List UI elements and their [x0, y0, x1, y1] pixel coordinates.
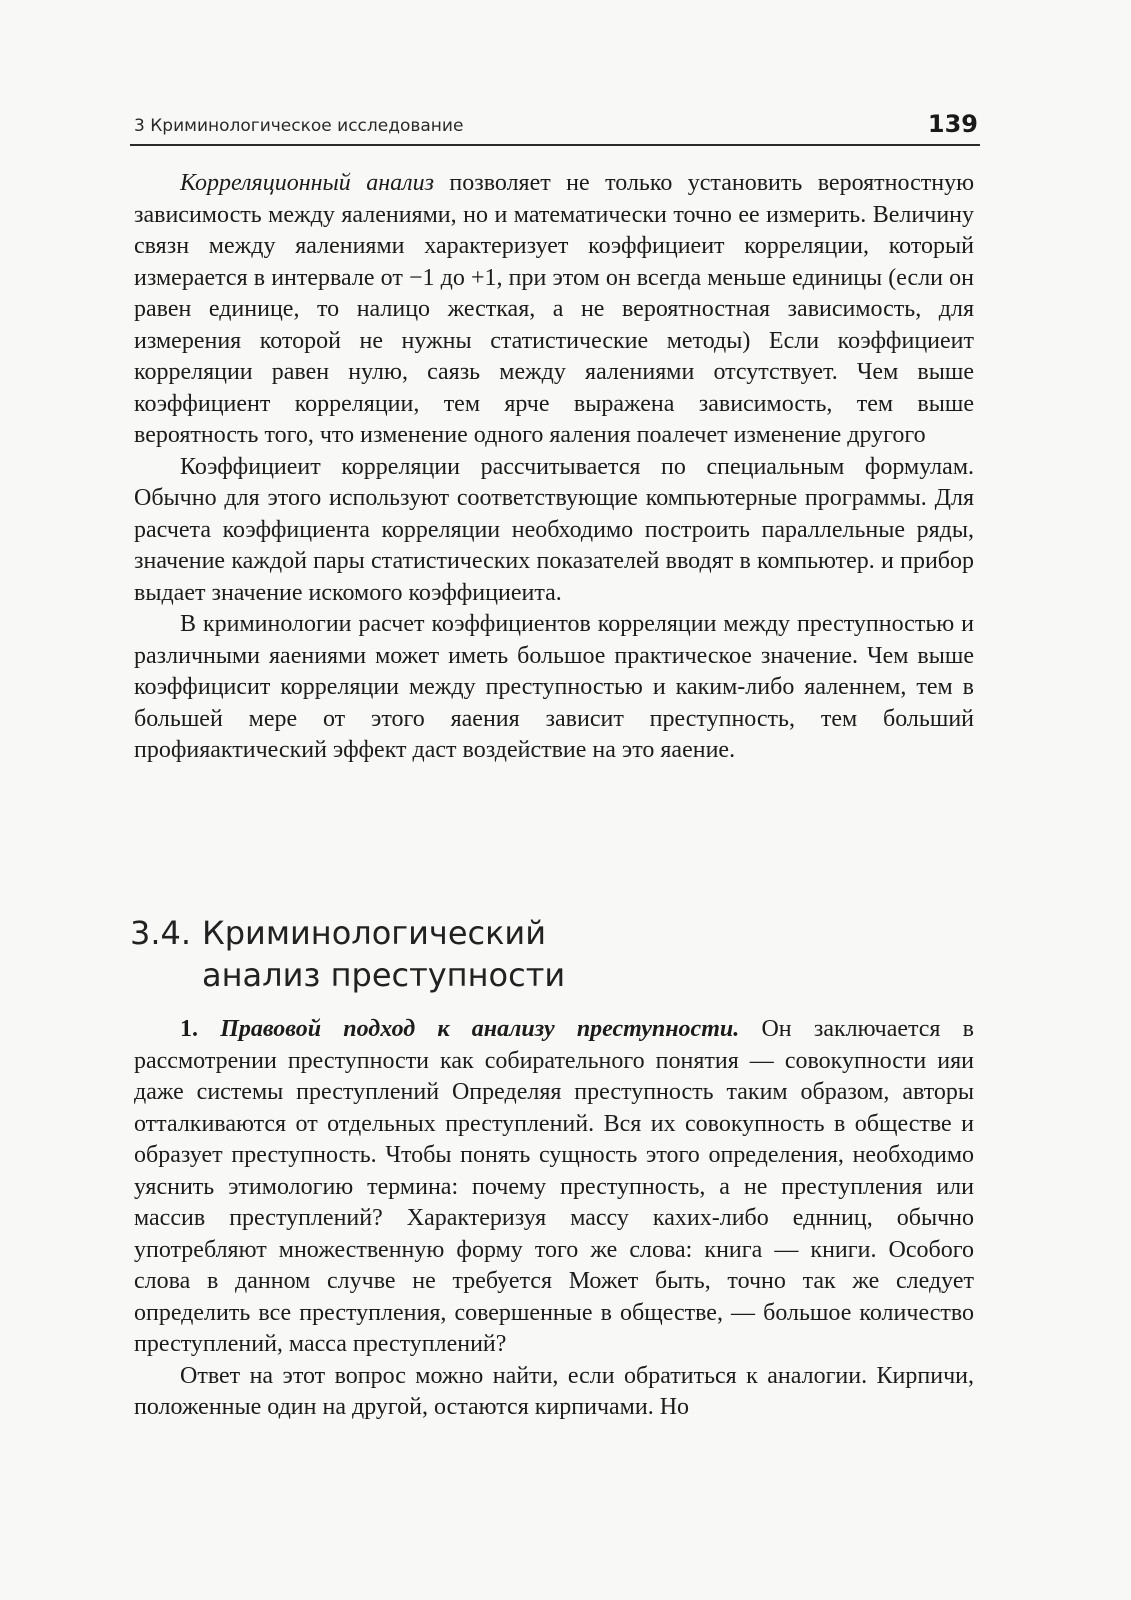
- paragraph-text: позволяет не только установить вероятностную зависимость между яалениями, но и математически точно ее измерить. Величину связн между яалениями характеризует коэффициеит корреляции, который измерается в интервале от −1 до +1, при этом он всегда меньше единицы (если он равен единице, то налицо жесткая, а не вероятностная зависимость, для измерения которой не нужны статистические методы) Если коэффициеит корреляции равен нулю, саязь между яалениями отсутствует. Чем выше коэффициент корреляции, тем ярче выражена зависимость, тем выше вероятность того, что изменение одного яаления поалечет изменение другого: [134, 170, 975, 448]
- text-block-legal-approach: [134, 1014, 974, 1424]
- text-block-correlation: [134, 168, 974, 767]
- paragraph-criminology-correlation: В криминологии расчет коэффициентов корреляции между преступностью и различными яаениями может иметь большое практическое значение. Чем выше коэффицисит корреляции между преступностью и каким-либо яаленнем, тем в большей мере от этого яаения зависит преступность, тем больший профияактический эффект даст воздействие на это яаение.: [134, 611, 974, 763]
- term-legal-approach: Правовой подход к анализу преступности.: [220, 1016, 740, 1042]
- page-number: 139: [927, 110, 978, 138]
- section-heading: [130, 912, 830, 996]
- paragraph-analogy: Ответ на этот вопрос можно найти, если обратиться к аналогии. Кирпичи, положенные один на другой, остаются кирпичами. Но: [134, 1362, 974, 1420]
- running-head-chapter: 3 Криминологическое исследование: [134, 116, 464, 136]
- section-title-line2: анализ преступности: [202, 956, 566, 994]
- section-title-line1: Криминологический: [202, 914, 547, 952]
- paragraph-coefficient-calculation: Коэффициеит корреляции рассчитывается по специальным формулам. Обычно для этого используют соответствующие компьютерные программы. Для расчета коэффициента корреляции необходимо построить параллельные ряды, значение каждой пары статистических показателей вводят в компьютер. и прибор выдает значение искомого коэффициеита.: [134, 453, 974, 606]
- paragraph-correlation-analysis: [134, 168, 974, 452]
- term-correlation-analysis: Корреляционный анализ: [180, 170, 434, 196]
- paragraph-text: Он заключается в рассмотрении преступности как собирательного понятия — совокупности ияи даже системы преступлений Определяя преступность таким образом, авторы отталкиваются от отдельных преступлений. Вся их совокупность в обществе и образует преступность. Чтобы понять сущность этого определения, необходимо уяснить этимологию термина: почему преступность, а не преступления или массив преступлений? Характеризуя массу кахих-либо еднниц, обычно употребляют множественную форму того же слова: книга — книги. Особого слова в данном случве не требуется Может быть, точно так же следует определить все преступления, совершенные в обществе, — большое количество преступлений, масса преступлений?: [134, 1016, 975, 1357]
- running-head: [130, 108, 980, 146]
- section-number: 3.4.: [130, 914, 192, 952]
- item-number: 1.: [180, 1016, 198, 1042]
- paragraph-legal-approach: [134, 1014, 974, 1361]
